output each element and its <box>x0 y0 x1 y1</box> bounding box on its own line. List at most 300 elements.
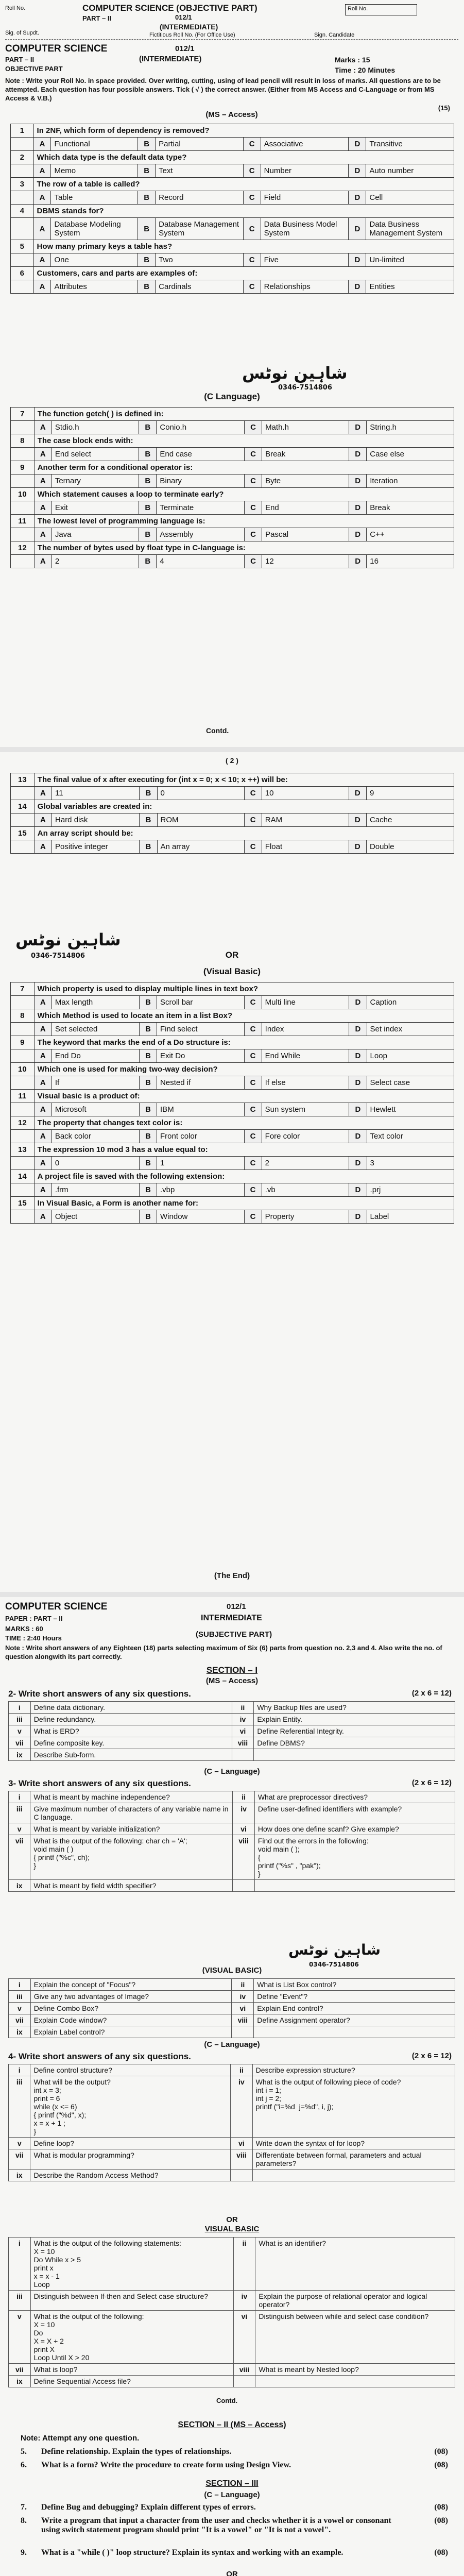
part-number: viii <box>233 1835 255 1880</box>
slip-paper: PART – II <box>82 14 112 22</box>
answer-option-b[interactable]: Window <box>157 1210 245 1224</box>
answer-option-a[interactable]: Attributes <box>51 280 138 294</box>
answer-option-a[interactable]: .frm <box>51 1183 139 1197</box>
answer-option-c[interactable]: Pascal <box>262 528 349 541</box>
answer-option-d[interactable]: Iteration <box>367 474 454 488</box>
option-letter: D <box>349 555 367 568</box>
q3-table <box>8 1791 455 1892</box>
option-letter: A <box>34 421 51 434</box>
part-text: What is meant by variable initialization? <box>30 1823 233 1835</box>
subjective-note: Note : Write short answers of any Eighteen (18) parts selecting maximum of Six (6) parts from question no. 2,3 and 4. Also write the no. of question alongwith its part correctly. <box>5 1644 442 1660</box>
answer-option-b[interactable]: Conio.h <box>157 421 245 434</box>
answer-option-b[interactable]: 1 <box>157 1157 245 1170</box>
answer-option-c[interactable]: Byte <box>262 474 349 488</box>
answer-option-d[interactable]: Case else <box>367 448 454 461</box>
short-question-row <box>9 1714 455 1725</box>
answer-option-a[interactable]: Max length <box>51 996 139 1009</box>
answer-option-d[interactable]: Set index <box>367 1023 454 1036</box>
part-number: vi <box>233 1823 255 1835</box>
answer-option-c[interactable]: 2 <box>262 1157 349 1170</box>
option-spacer <box>11 840 35 854</box>
option-letter: D <box>349 253 366 267</box>
answer-option-b[interactable]: Scroll bar <box>157 996 245 1009</box>
answer-option-a[interactable]: Ternary <box>51 474 139 488</box>
q4-heading: 4- Write short answers of any six questions. <box>8 2052 191 2061</box>
q3-vb-table <box>8 1978 455 2038</box>
ms-access-heading: (MS – Access) <box>205 1676 259 1685</box>
subject-title: COMPUTER SCIENCE <box>5 1601 108 1612</box>
part-number: i <box>9 1702 31 1714</box>
part-text: What are preprocessor directives? <box>254 1791 455 1803</box>
mcq-options-row <box>11 1183 454 1197</box>
question-number: 1 <box>11 124 34 138</box>
question-number: 11 <box>11 1090 35 1103</box>
answer-option-d[interactable]: 16 <box>367 555 454 568</box>
answer-option-a[interactable]: Functional <box>51 138 138 151</box>
answer-option-a[interactable]: Exit <box>51 501 139 515</box>
option-spacer <box>11 787 35 800</box>
part-number: viii <box>233 2364 255 2376</box>
short-question-row <box>9 2014 455 2026</box>
part-number: vii <box>9 2149 30 2170</box>
option-letter: D <box>349 1049 367 1063</box>
c-language-heading-2: (C – Language) <box>204 2040 260 2049</box>
answer-option-b[interactable]: 4 <box>157 555 245 568</box>
short-question-row <box>9 1880 455 1892</box>
option-spacer <box>11 814 35 827</box>
option-letter: C <box>244 528 262 541</box>
option-letter: D <box>349 528 367 541</box>
part-text: Define Referential Integrity. <box>254 1725 455 1737</box>
question-text: The case block ends with: <box>34 434 454 448</box>
option-letter: D <box>349 787 366 800</box>
short-question-row <box>9 1835 455 1880</box>
answer-option-a[interactable]: Object <box>51 1210 139 1224</box>
option-letter: B <box>138 138 156 151</box>
answer-option-c[interactable]: 12 <box>262 555 349 568</box>
question-number: 10 <box>11 1063 35 1076</box>
question-5 <box>21 2447 448 2459</box>
or-divider-2: OR <box>226 2570 238 2576</box>
answer-option-a[interactable]: Microsoft <box>51 1103 139 1116</box>
question-text: Define relationship. Explain the types of relationships. <box>41 2447 232 2456</box>
option-letter: A <box>34 501 51 515</box>
part-number: iii <box>9 1803 30 1823</box>
option-spacer <box>11 421 35 434</box>
part-number: viii <box>232 1737 254 1749</box>
part-text: What is meant by machine independence? <box>30 1791 233 1803</box>
option-letter: A <box>34 528 51 541</box>
answer-option-d[interactable]: Hewlett <box>367 1103 454 1116</box>
mcq-question-row <box>11 515 454 528</box>
option-letter: D <box>349 280 366 294</box>
part-text: Distinguish between If-then and Select case structure? <box>30 2291 233 2311</box>
part-text: What is modular programming? <box>30 2149 231 2170</box>
answer-option-d[interactable]: String.h <box>367 421 454 434</box>
question-text: Another term for a conditional operator is: <box>34 461 454 474</box>
option-letter: D <box>349 1023 367 1036</box>
answer-option-a[interactable]: 2 <box>51 555 139 568</box>
part-text: Define DBMS? <box>254 1737 455 1749</box>
answer-option-d[interactable]: Entities <box>366 280 454 294</box>
option-letter: D <box>349 1157 367 1170</box>
objective-header <box>5 43 458 121</box>
part-number: iv <box>233 2291 255 2311</box>
part-text <box>254 2026 455 2038</box>
question-7 <box>21 2503 448 2514</box>
option-letter: B <box>140 787 157 800</box>
answer-option-b[interactable]: Nested if <box>157 1076 245 1090</box>
part-number: ix <box>9 2026 31 2038</box>
part-text: What is List Box control? <box>254 1979 455 1991</box>
answer-option-c[interactable]: Break <box>262 448 349 461</box>
answer-option-d[interactable]: Text color <box>367 1130 454 1143</box>
mcq-options-row <box>11 787 454 800</box>
mcq-question-row <box>11 267 454 280</box>
answer-option-c[interactable]: Sun system <box>262 1103 349 1116</box>
mcq-question-row <box>11 1090 454 1103</box>
answer-option-a[interactable]: Hard disk <box>52 814 140 827</box>
answer-option-d[interactable]: Data Business Management System <box>366 218 454 240</box>
answer-option-c[interactable]: Data Business Model System <box>261 218 349 240</box>
option-spacer <box>11 448 35 461</box>
answer-option-d[interactable]: 9 <box>366 787 454 800</box>
answer-option-d[interactable]: Caption <box>367 996 454 1009</box>
mcq-options-row <box>11 138 454 151</box>
option-letter: D <box>349 814 366 827</box>
answer-option-b[interactable]: Exit Do <box>157 1049 245 1063</box>
option-letter: C <box>243 138 261 151</box>
answer-option-c[interactable]: Float <box>262 840 349 854</box>
answer-option-b[interactable]: 0 <box>157 787 244 800</box>
part-text: What is the output of the following: X = 10 Do X = X + 2 print X Loop Until X > 20 <box>30 2311 233 2364</box>
option-letter: A <box>34 1076 51 1090</box>
answer-option-a[interactable]: End Do <box>51 1049 139 1063</box>
mcq-question-row <box>11 178 454 191</box>
part-number: ix <box>9 1880 30 1892</box>
short-question-row <box>9 1749 455 1761</box>
answer-option-a[interactable]: Java <box>51 528 139 541</box>
part-text: Why Backup files are used? <box>254 1702 455 1714</box>
answer-option-b[interactable]: Binary <box>157 474 245 488</box>
question-marks: (08) <box>434 2461 448 2469</box>
answer-option-c[interactable]: End <box>262 501 349 515</box>
answer-option-a[interactable]: Set selected <box>51 1023 139 1036</box>
answer-option-c[interactable]: Property <box>262 1210 349 1224</box>
answer-option-c[interactable]: Math.h <box>262 421 349 434</box>
option-letter: C <box>244 787 262 800</box>
part-text: Explain the concept of "Focus"? <box>30 1979 232 1991</box>
q3-heading: 3- Write short answers of any six questions. <box>8 1778 191 1788</box>
answer-option-d[interactable]: Loop <box>367 1049 454 1063</box>
answer-option-c[interactable]: 10 <box>262 787 349 800</box>
answer-option-d[interactable]: Cell <box>366 191 454 205</box>
candidate-sign: Sign. Candidate <box>314 32 355 38</box>
answer-option-c[interactable]: RAM <box>262 814 349 827</box>
mcq-options-row <box>11 218 454 240</box>
question-number: 3 <box>11 178 34 191</box>
answer-option-b[interactable]: ROM <box>157 814 244 827</box>
short-question-row <box>9 2376 455 2387</box>
part-number: v <box>9 2138 30 2149</box>
option-letter: D <box>349 421 367 434</box>
option-letter: A <box>33 280 51 294</box>
marks: MARKS : 60 <box>5 1625 43 1633</box>
answer-option-a[interactable]: One <box>51 253 138 267</box>
part-number: iv <box>233 1803 255 1823</box>
part-number: vii <box>9 1737 31 1749</box>
question-8 <box>21 2516 448 2548</box>
question-number: 9. <box>21 2548 27 2557</box>
part-number: ii <box>233 2238 255 2291</box>
answer-option-c[interactable]: Fore color <box>262 1130 349 1143</box>
option-letter: B <box>139 1023 157 1036</box>
option-letter: C <box>243 280 261 294</box>
c-language-heading: (C Language) <box>204 392 260 401</box>
answer-option-b[interactable]: Find select <box>157 1023 245 1036</box>
option-letter: B <box>139 1076 157 1090</box>
option-letter: B <box>140 840 157 854</box>
short-question-row <box>9 2291 455 2311</box>
mcq-options-row <box>11 1076 454 1090</box>
answer-option-c[interactable]: Associative <box>261 138 349 151</box>
question-text: How many primary keys a table has? <box>33 240 454 253</box>
watermark-phone: 0346-7514806 <box>31 952 85 960</box>
mcq-question-row <box>11 124 454 138</box>
answer-option-c[interactable]: Five <box>261 253 349 267</box>
mcq-question-row <box>11 1197 454 1210</box>
page-number: ( 2 ) <box>226 756 238 765</box>
option-letter: A <box>34 814 51 827</box>
question-text: The property that changes text color is: <box>34 1116 454 1130</box>
answer-option-a[interactable]: End select <box>51 448 139 461</box>
question-text: The number of bytes used by float type in C-language is: <box>34 541 454 555</box>
instructions: Note : Write your Roll No. in space provided. Over writing, cutting, using of lead pencil will result in loss of marks. All questions are to be attempted. Each question has four possible answers. Tick ( √ ) the correct answer. (Either from MS Access and C-Language or from MS Access & V.B.) <box>5 77 441 102</box>
q2-marks: (2 x 6 = 12) <box>411 1689 452 1698</box>
answer-option-d[interactable]: Label <box>367 1210 454 1224</box>
mcq-question-row <box>11 800 454 814</box>
part-text: Define Assignment operator? <box>254 2014 455 2026</box>
part-text: Define data dictionary. <box>30 1702 232 1714</box>
option-letter: B <box>139 1183 157 1197</box>
answer-option-d[interactable]: C++ <box>367 528 454 541</box>
paper-level: (INTERMEDIATE) <box>139 55 202 63</box>
mcq-options-row <box>11 1210 454 1224</box>
answer-option-d[interactable]: Auto number <box>366 164 454 178</box>
answer-option-a[interactable]: Positive integer <box>52 840 140 854</box>
short-question-row <box>9 1803 455 1823</box>
time: Time : 20 Minutes <box>335 66 396 74</box>
answer-option-b[interactable]: An array <box>157 840 244 854</box>
question-number: 8 <box>11 1009 35 1023</box>
short-question-row <box>9 1791 455 1803</box>
answer-option-b[interactable]: IBM <box>157 1103 245 1116</box>
answer-option-a[interactable]: 0 <box>51 1157 139 1170</box>
option-letter: C <box>244 1049 262 1063</box>
option-letter: B <box>139 1157 157 1170</box>
mcq-options-row <box>11 191 454 205</box>
part-text: Define "Event"? <box>254 1991 455 2003</box>
option-spacer <box>11 996 35 1009</box>
short-question-row <box>9 2364 455 2376</box>
option-spacer <box>11 501 35 515</box>
part-text <box>255 2376 455 2387</box>
option-letter: D <box>349 191 366 205</box>
answer-option-b[interactable]: Assembly <box>157 528 245 541</box>
question-number: 5. <box>21 2447 27 2456</box>
option-letter: B <box>139 528 157 541</box>
answer-option-a[interactable]: If <box>51 1076 139 1090</box>
mcq-options-row <box>11 448 454 461</box>
question-number: 15 <box>11 827 35 840</box>
answer-option-a[interactable]: Back color <box>51 1130 139 1143</box>
option-letter: C <box>244 1130 262 1143</box>
answer-option-b[interactable]: End case <box>157 448 245 461</box>
answer-option-a[interactable]: Stdio.h <box>51 421 139 434</box>
answer-option-d[interactable]: Select case <box>367 1076 454 1090</box>
question-text: Customers, cars and parts are examples of: <box>33 267 454 280</box>
answer-option-d[interactable]: .prj <box>367 1183 454 1197</box>
answer-option-d[interactable]: Double <box>366 840 454 854</box>
option-spacer <box>11 1049 35 1063</box>
answer-option-b[interactable]: Front color <box>157 1130 245 1143</box>
answer-option-d[interactable]: 3 <box>367 1157 454 1170</box>
answer-option-c[interactable]: Multi line <box>262 996 349 1009</box>
answer-option-c[interactable]: If else <box>262 1076 349 1090</box>
part-text: Give any two advantages of Image? <box>30 1991 232 2003</box>
answer-option-b[interactable]: Partial <box>156 138 244 151</box>
part-number: iii <box>9 2291 31 2311</box>
part-number: ix <box>9 2170 30 2181</box>
part-number: iii <box>9 1991 31 2003</box>
answer-option-c[interactable]: Field <box>261 191 349 205</box>
option-letter: A <box>34 1049 51 1063</box>
option-spacer <box>11 474 35 488</box>
part-number: vii <box>9 2014 31 2026</box>
option-spacer <box>11 1210 35 1224</box>
option-letter: C <box>243 164 261 178</box>
short-question-row <box>9 2149 455 2170</box>
roll-box[interactable]: Roll No. <box>345 4 417 15</box>
answer-option-c[interactable]: Index <box>262 1023 349 1036</box>
short-question-row <box>9 1991 455 2003</box>
part-number: ix <box>9 2376 31 2387</box>
answer-option-c[interactable]: Number <box>261 164 349 178</box>
q4-vb-table <box>8 2237 455 2387</box>
section-1-heading: SECTION – I <box>206 1665 258 1675</box>
answer-option-b[interactable]: Record <box>156 191 244 205</box>
short-question-row <box>9 2311 455 2364</box>
option-letter: A <box>34 996 51 1009</box>
answer-option-b[interactable]: .vbp <box>157 1183 245 1197</box>
option-letter: C <box>244 1210 262 1224</box>
question-number: 12 <box>11 1116 35 1130</box>
option-letter: B <box>139 996 157 1009</box>
paper-code: 012/1 <box>175 44 195 53</box>
mcq-options-row <box>11 555 454 568</box>
question-number: 6 <box>11 267 34 280</box>
part-number: vi <box>231 2138 253 2149</box>
the-end: (The End) <box>214 1571 250 1580</box>
short-question-row <box>9 2170 455 2181</box>
question-marks: (08) <box>434 2503 448 2512</box>
answer-option-b[interactable]: Database Management System <box>156 218 244 240</box>
option-letter: B <box>139 1049 157 1063</box>
roll-label: Roll No. <box>5 5 26 11</box>
answer-option-a[interactable]: Table <box>51 191 138 205</box>
answer-option-b[interactable]: Cardinals <box>156 280 244 294</box>
option-letter: B <box>139 1103 157 1116</box>
part-number: ii <box>232 1979 254 1991</box>
answer-option-a[interactable]: Memo <box>51 164 138 178</box>
answer-option-a[interactable]: Database Modeling System <box>51 218 138 240</box>
part-number <box>233 2376 255 2387</box>
answer-option-c[interactable]: End While <box>262 1049 349 1063</box>
answer-option-b[interactable]: Terminate <box>157 501 245 515</box>
part-number <box>231 2170 253 2181</box>
mcq-options-row <box>11 501 454 515</box>
answer-option-d[interactable]: Un-limited <box>366 253 454 267</box>
option-spacer <box>11 528 35 541</box>
option-letter: A <box>34 787 51 800</box>
question-number: 5 <box>11 240 34 253</box>
answer-option-d[interactable]: Transitive <box>366 138 454 151</box>
mcq-question-row <box>11 205 454 218</box>
part-number: v <box>9 1823 30 1835</box>
c-language-heading: (C – Language) <box>204 1767 260 1776</box>
mcq-question-row <box>11 1009 454 1023</box>
answer-option-c[interactable]: Relationships <box>261 280 349 294</box>
visual-basic-heading-2: VISUAL BASIC <box>204 2225 260 2233</box>
part-text: Find out the errors in the following: void main ( ); { printf ("%s" , "pak"); } <box>254 1835 455 1880</box>
short-question-row <box>9 2003 455 2014</box>
subjective-label: (SUBJECTIVE PART) <box>196 1630 272 1639</box>
option-letter: B <box>138 164 156 178</box>
answer-option-c[interactable]: .vb <box>262 1183 349 1197</box>
mcq-table-c-language <box>10 407 454 568</box>
part-text: Write down the syntax of for loop? <box>252 2138 455 2149</box>
answer-option-d[interactable]: Break <box>367 501 454 515</box>
supdt-sign: Sig. of Supdt. <box>5 30 40 36</box>
mcq-question-row <box>11 488 454 501</box>
option-spacer <box>11 191 34 205</box>
part-text: Define user-defined identifiers with example? <box>254 1803 455 1823</box>
question-text: What is a form? Write the procedure to create form using Design View. <box>41 2461 291 2469</box>
question-number: 10 <box>11 488 35 501</box>
question-text: The lowest level of programming language is: <box>34 515 454 528</box>
part-number: vi <box>232 1725 254 1737</box>
option-letter: A <box>33 191 51 205</box>
question-text: Global variables are created in: <box>34 800 454 814</box>
option-letter: A <box>34 1157 51 1170</box>
option-letter: C <box>244 840 262 854</box>
question-number: 14 <box>11 1170 35 1183</box>
answer-option-d[interactable]: Cache <box>366 814 454 827</box>
option-letter: C <box>244 1023 262 1036</box>
part-text: Describe Sub-form. <box>30 1749 232 1761</box>
mcq-options-row <box>11 996 454 1009</box>
answer-option-b[interactable]: Two <box>156 253 244 267</box>
option-letter: D <box>349 840 366 854</box>
paper-part: PART – II <box>5 56 35 63</box>
answer-option-b[interactable]: Text <box>156 164 244 178</box>
option-letter: B <box>139 421 157 434</box>
mcq-question-row <box>11 461 454 474</box>
mcq-options-row <box>11 280 454 294</box>
part-text: What will be the output? int x = 3; print = 6 while (x <= 6) { printf ("%d", x); x = x + 1 ; } <box>30 2076 231 2138</box>
answer-option-a[interactable]: 11 <box>52 787 140 800</box>
subject-title: COMPUTER SCIENCE <box>5 43 108 54</box>
